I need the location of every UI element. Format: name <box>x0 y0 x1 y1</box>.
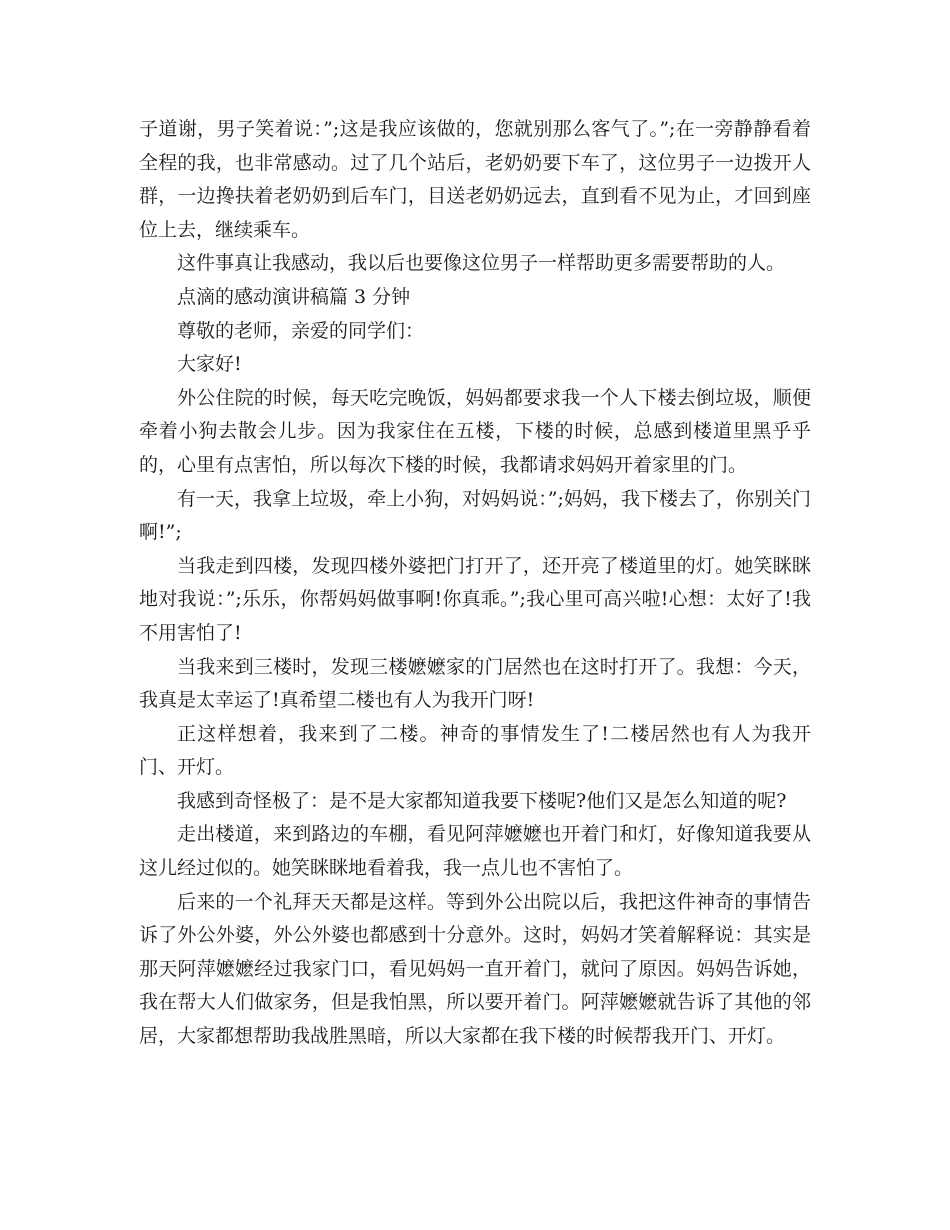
paragraph: 有一天，我拿上垃圾，牵上小狗，对妈妈说：”;妈妈，我下楼去了，你别关门啊!”; <box>139 487 811 544</box>
greeting: 大家好! <box>177 353 242 376</box>
paragraph: 外公住院的时候，每天吃完晚饭，妈妈都要求我一个人下楼去倒垃圾，顺便牵着小狗去散会儿步。因为我家住在五楼，下楼的时候，总感到楼道里黑乎乎的，心里有点害怕，所以每次下楼的时候，我都请求妈妈开着家里的门。 <box>139 386 811 476</box>
paragraph: 走出楼道，来到路边的车棚，看见阿萍嬷嬷也开着门和灯，好像知道我要从这儿经过似的。她笑眯眯地看着我，我一点儿也不害怕了。 <box>139 823 811 880</box>
paragraph: 我感到奇怪极了：是不是大家都知道我要下楼呢?他们又是怎么知道的呢? <box>177 789 787 812</box>
section-heading: 点滴的感动演讲稿篇 3 分钟 <box>177 285 411 308</box>
paragraph-continuation: 子道谢，男子笑着说：”;这是我应该做的，您就别那么客气了。”;在一旁静静看着全程的我，也非常感动。过了几个站后，老奶奶要下车了，这位男子一边拨开人群，一边搀扶着老奶奶到后车门，目送老奶奶远去，直到看不见为止，才回到座位上去，继续乘车。 <box>139 118 811 241</box>
document-body <box>139 113 811 1054</box>
paragraph: 这件事真让我感动，我以后也要像这位男子一样帮助更多需要帮助的人。 <box>177 252 786 275</box>
salutation: 尊敬的老师，亲爱的同学们： <box>177 319 425 342</box>
paragraph: 正这样想着，我来到了二楼。神奇的事情发生了!二楼居然也有人为我开门、开灯。 <box>139 722 811 779</box>
paragraph: 当我走到四楼，发现四楼外婆把门打开了，还开亮了楼道里的灯。她笑眯眯地对我说：”;乐乐，你帮妈妈做事啊!你真乖。”;我心里可高兴啦!心想：太好了!我不用害怕了! <box>139 554 811 644</box>
paragraph: 当我来到三楼时，发现三楼嬷嬷家的门居然也在这时打开了。我想：今天，我真是太幸运了!真希望二楼也有人为我开门呀! <box>139 655 811 712</box>
paragraph: 后来的一个礼拜天天都是这样。等到外公出院以后，我把这件神奇的事情告诉了外公外婆，外公外婆也都感到十分意外。这时，妈妈才笑着解释说：其实是那天阿萍嬷嬷经过我家门口，看见妈妈一直开着门，就问了原因。妈妈告诉她，我在帮大人们做家务，但是我怕黑，所以要开着门。阿萍嬷嬷就告诉了其他的邻居，大家都想帮助我战胜黑暗，所以大家都在我下楼的时候帮我开门、开灯。 <box>139 890 811 1048</box>
